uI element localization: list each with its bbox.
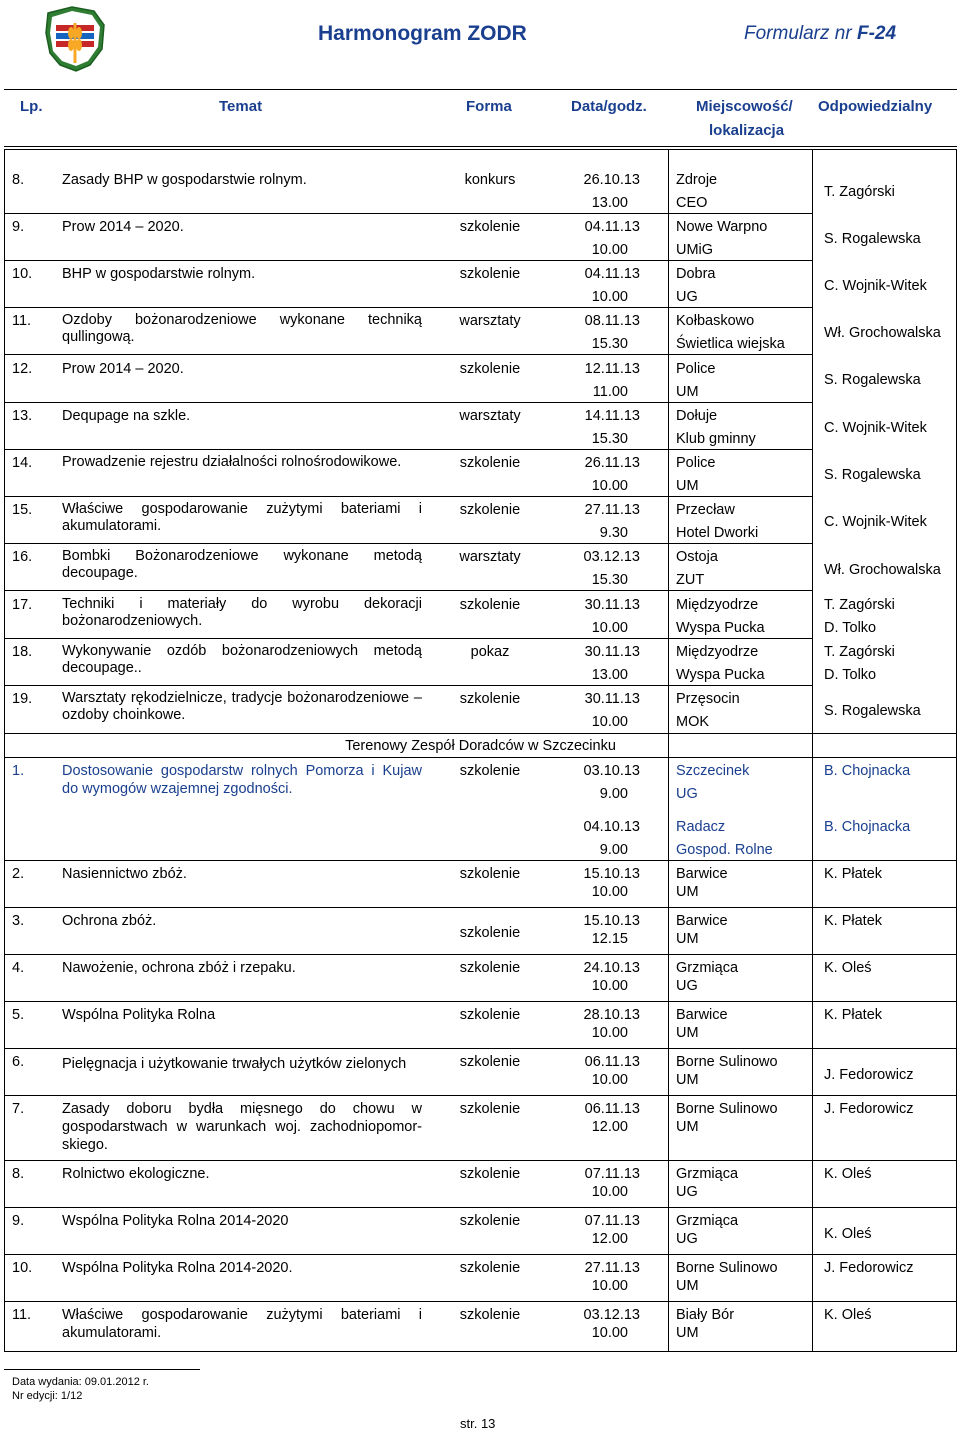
row-time: 10.00 [591,1072,628,1088]
row-location: Hotel Dworki [676,525,759,541]
row-number: 11. [12,313,32,329]
row-form: pokaz [470,644,510,660]
row-location: UM [676,1025,699,1041]
row-number: 8. [12,1166,25,1182]
row-number: 9. [12,219,25,235]
row-number: 12. [12,361,33,377]
row-number: 10. [12,266,33,282]
responsible-person: T. Zagórski [824,597,895,613]
row-time: 10.00 [591,714,628,730]
row-topic: Prow 2014 – 2020. [62,219,184,235]
row-form: szkolenie [459,1307,521,1323]
row-time: 13.00 [591,667,628,683]
row-time: 10.00 [591,242,628,258]
row-location: UM [676,1325,699,1341]
row-date: 04.11.13 [584,219,640,235]
col-miejscowosc: Miejscowość/ [696,98,793,115]
row-place: Międzyodrze [676,597,759,613]
row-form: szkolenie [459,960,521,976]
row-divider [4,907,957,908]
responsible-person: J. Fedorowicz [824,1260,914,1276]
issue-date: Data wydania: 09.01.2012 r. [12,1376,149,1388]
row-time: 10.00 [591,478,628,494]
row-place: Grzmiąca [676,1166,739,1182]
row-place: Borne Sulinowo [676,1260,778,1276]
responsible-person: S. Rogalewska [824,231,921,247]
row-time: 9.00 [599,842,628,858]
row-location: UM [676,1119,699,1135]
row-location: UG [676,1184,698,1200]
row-place: Ostoja [676,549,718,565]
row-form: szkolenie [459,502,521,518]
row-place: Radacz [676,819,726,835]
row-date: 07.11.13 [584,1166,640,1182]
row-time: 10.00 [591,978,628,994]
row-place: Grzmiąca [676,1213,739,1229]
row-time: 15.30 [591,431,628,447]
row-location: UM [676,1072,699,1088]
row-divider [4,1301,957,1302]
row-form: szkolenie [459,219,521,235]
responsible-person: C. Wojnik-Witek [824,514,927,530]
row-date: 30.11.13 [584,691,640,707]
row-divider [4,449,813,450]
row-location: UM [676,1278,699,1294]
row-place: Dobra [676,266,716,282]
row-topic: Wspólna Polityka Rolna 2014-2020 [62,1213,289,1229]
row-date: 26.11.13 [584,455,640,471]
row-time: 10.00 [591,884,628,900]
col-odpowiedzialny: Odpowiedzialny [818,98,933,115]
row-location: Gospod. Rolne [676,842,773,858]
row-form: szkolenie [459,1007,521,1023]
row-date: 30.11.13 [584,644,640,660]
row-divider [4,1095,957,1096]
row-date: 12.11.13 [584,361,640,377]
row-topic: Zasady BHP w gospodarstwie rolnym. [62,172,307,188]
responsible-person: Wł. Grochowalska [824,325,941,341]
row-divider [4,860,957,861]
row-location: Świetlica wiejska [676,336,785,352]
row-date: 07.11.13 [584,1213,640,1229]
row-number: 10. [12,1260,33,1276]
row-time: 12.00 [591,1119,628,1135]
row-date: 26.10.13 [583,172,640,188]
row-divider [4,1207,957,1208]
responsible-person: S. Rogalewska [824,467,921,483]
responsible-person: B. Chojnacka [824,819,911,835]
row-date: 04.10.13 [583,819,640,835]
row-location: Klub gminny [676,431,756,447]
row-place: Police [676,455,716,471]
row-date: 03.10.13 [583,763,640,779]
row-time: 9.30 [599,525,628,541]
row-form: warsztaty [459,549,521,565]
row-date: 30.11.13 [584,597,640,613]
row-place: Borne Sulinowo [676,1054,778,1070]
document-title: Harmonogram ZODR [318,22,527,45]
row-divider [4,1254,957,1255]
row-date: 06.11.13 [584,1054,640,1070]
row-topic: Techniki i materiały do wyrobu dekoracji bożonarodzeniowych. [62,596,422,629]
row-form: szkolenie [459,1213,521,1229]
row-location: UMiG [676,242,714,258]
row-place: Biały Bór [676,1307,735,1323]
row-location: MOK [676,714,710,730]
row-topic: BHP w gospodarstwie rolnym. [62,266,256,282]
row-topic: Warsztaty rękodzielnicze, tradycje bożonarodzeniowe – ozdoby choinkowe. [62,690,422,723]
responsible-person: K. Płatek [824,1007,883,1023]
row-divider [4,1048,957,1049]
responsible-person: Wł. Grochowalska [824,562,941,578]
row-number: 14. [12,455,33,471]
row-date: 27.11.13 [584,502,640,518]
row-topic: Rolnictwo ekologiczne. [62,1166,210,1182]
responsible-person: T. Zagórski [824,184,895,200]
row-number: 11. [12,1307,32,1323]
col-forma: Forma [466,98,512,115]
row-topic: Właściwe gospodarowanie zużytymi bateriami i akumulatorami. [62,501,422,534]
row-form: szkolenie [459,1166,521,1182]
responsible-person: J. Fedorowicz [824,1101,914,1117]
row-number: 15. [12,502,33,518]
row-number: 2. [12,866,25,882]
responsible-person: K. Oleś [824,1166,872,1182]
row-topic: Pielęgnacja i użytkowanie trwałych użytków zielonych [62,1056,407,1072]
row-topic: Ochrona zbóż. [62,913,157,929]
row-location: ZUT [676,572,705,588]
responsible-person: C. Wojnik-Witek [824,420,927,436]
row-date: 08.11.13 [584,313,640,329]
row-place: Dołuje [676,408,718,424]
row-number: 3. [12,913,25,929]
responsible-person: K. Oleś [824,1307,872,1323]
row-topic: Właściwe gospodarowanie zużytymi bateriami i akumulatorami. [62,1307,422,1341]
responsible-person: B. Chojnacka [824,763,911,779]
row-location: Wyspa Pucka [676,620,765,636]
table-header [4,89,957,147]
row-place: Zdroje [676,172,718,188]
row-form: szkolenie [459,691,521,707]
row-form: szkolenie [459,1054,521,1070]
row-topic: Dostosowanie gospodarstw rolnych Pomorza i Kujaw do wymogów wzajemnej zgodności. [62,763,422,797]
row-divider [4,590,813,591]
row-place: Barwice [676,1007,728,1023]
row-time: 13.00 [591,195,628,211]
row-place: Szczecinek [676,763,750,779]
section-divider [4,757,957,758]
row-number: 1. [12,763,25,779]
row-divider [4,307,813,308]
row-date: 03.12.13 [583,549,640,565]
row-form: szkolenie [459,763,521,779]
row-location: Wyspa Pucka [676,667,765,683]
row-time: 10.00 [591,289,628,305]
responsible-person: S. Rogalewska [824,372,921,388]
row-number: 8. [12,172,25,188]
responsible-person: K. Płatek [824,866,883,882]
row-location: UG [676,786,698,802]
row-divider [4,1001,957,1002]
row-topic: Wspólna Polityka Rolna 2014-2020. [62,1260,293,1276]
row-date: 06.11.13 [584,1101,640,1117]
row-date: 15.10.13 [583,866,640,882]
row-divider [4,260,813,261]
row-number: 5. [12,1007,25,1023]
row-location: UM [676,931,699,947]
row-place: Międzyodrze [676,644,759,660]
row-form: szkolenie [459,925,521,941]
responsible-person: J. Fedorowicz [824,1067,914,1083]
row-location: UG [676,1231,698,1247]
row-location: UM [676,384,699,400]
row-divider [4,402,813,403]
row-form: warsztaty [459,408,521,424]
row-topic: Dequpage na szkle. [62,408,191,424]
row-form: szkolenie [459,266,521,282]
row-topic: Zasady doboru bydła mięsnego do chowu w gospodarstwach w warunkach woj. zachodniopomor-skiego. [62,1101,422,1153]
row-topic: Wykonywanie ozdób bożonarodzeniowych metodą decoupage.. [62,643,422,676]
row-divider [4,954,957,955]
row-date: 27.11.13 [584,1260,640,1276]
row-form: szkolenie [459,361,521,377]
row-date: 24.10.13 [583,960,640,976]
row-form: szkolenie [459,597,521,613]
section-title: Terenowy Zespół Doradców w Szczecinku [345,738,616,754]
row-location: CEO [676,195,708,211]
row-topic: Nasiennictwo zbóż. [62,866,187,882]
row-number: 4. [12,960,25,976]
row-location: UM [676,478,699,494]
responsible-person: C. Wojnik-Witek [824,278,927,294]
responsible-person: D. Tolko [824,667,877,683]
row-place: Police [676,361,716,377]
row-time: 9.00 [599,786,628,802]
row-time: 12.15 [591,931,628,947]
row-form: warsztaty [459,313,521,329]
row-topic: Bombki Bożonarodzeniowe wykonane metodą decoupage. [62,548,422,581]
col-lp: Lp. [20,98,43,115]
row-number: 18. [12,644,33,660]
row-topic: Nawożenie, ochrona zbóż i rzepaku. [62,960,296,976]
row-place: Borne Sulinowo [676,1101,778,1117]
row-form: szkolenie [459,1101,521,1117]
row-place: Przęsocin [676,691,740,707]
responsible-person: S. Rogalewska [824,703,921,719]
row-date: 28.10.13 [583,1007,640,1023]
edition-number: Nr edycji: 1/12 [12,1390,83,1402]
row-topic: Prowadzenie rejestru działalności rolnośrodowikowe. [62,454,402,470]
row-form: szkolenie [459,1260,521,1276]
row-form: szkolenie [459,455,521,471]
zodr-logo [42,3,110,75]
row-divider [4,496,813,497]
section-divider [4,733,957,734]
row-topic: Ozdoby bożonarodzeniowe wykonane techniką qullingową. [62,312,422,345]
row-location: UM [676,884,699,900]
row-place: Nowe Warpno [676,219,768,235]
row-place: Barwice [676,913,728,929]
row-number: 7. [12,1101,25,1117]
row-time: 10.00 [591,620,628,636]
row-divider [4,638,813,639]
row-time: 10.00 [591,1325,628,1341]
row-time: 10.00 [591,1184,628,1200]
form-number: Formularz nr F-24 [744,23,897,44]
row-date: 03.12.13 [583,1307,640,1323]
row-place: Barwice [676,866,728,882]
responsible-person: K. Płatek [824,913,883,929]
row-form: konkurs [464,172,516,188]
row-number: 16. [12,549,33,565]
row-divider [4,213,813,214]
row-number: 19. [12,691,33,707]
row-place: Przecław [676,502,735,518]
row-place: Kołbaskowo [676,313,755,329]
row-time: 10.00 [591,1278,628,1294]
responsible-person: T. Zagórski [824,644,895,660]
row-place: Grzmiąca [676,960,739,976]
responsible-person: K. Oleś [824,960,872,976]
row-time: 15.30 [591,572,628,588]
row-number: 17. [12,597,33,613]
row-number: 6. [12,1054,25,1070]
row-number: 13. [12,408,33,424]
row-divider [4,543,813,544]
row-time: 11.00 [592,384,628,400]
page-number: str. 13 [460,1416,496,1431]
row-location: UG [676,978,698,994]
row-divider [4,685,813,686]
row-date: 14.11.13 [584,408,640,424]
row-topic: Prow 2014 – 2020. [62,361,184,377]
row-time: 12.00 [591,1231,628,1247]
row-date: 15.10.13 [583,913,640,929]
row-location: UG [676,289,698,305]
row-form: szkolenie [459,866,521,882]
row-number: 9. [12,1213,25,1229]
responsible-person: D. Tolko [824,620,877,636]
row-topic: Wspólna Polityka Rolna [62,1007,216,1023]
footer-divider [4,1369,200,1370]
row-divider [4,354,813,355]
row-date: 04.11.13 [584,266,640,282]
col-temat: Temat [219,98,263,115]
row-time: 15.30 [591,336,628,352]
col-data: Data/godz. [571,98,647,115]
row-time: 10.00 [591,1025,628,1041]
col-lokalizacja: lokalizacja [709,122,785,139]
responsible-person: K. Oleś [824,1226,872,1242]
row-divider [4,1160,957,1161]
